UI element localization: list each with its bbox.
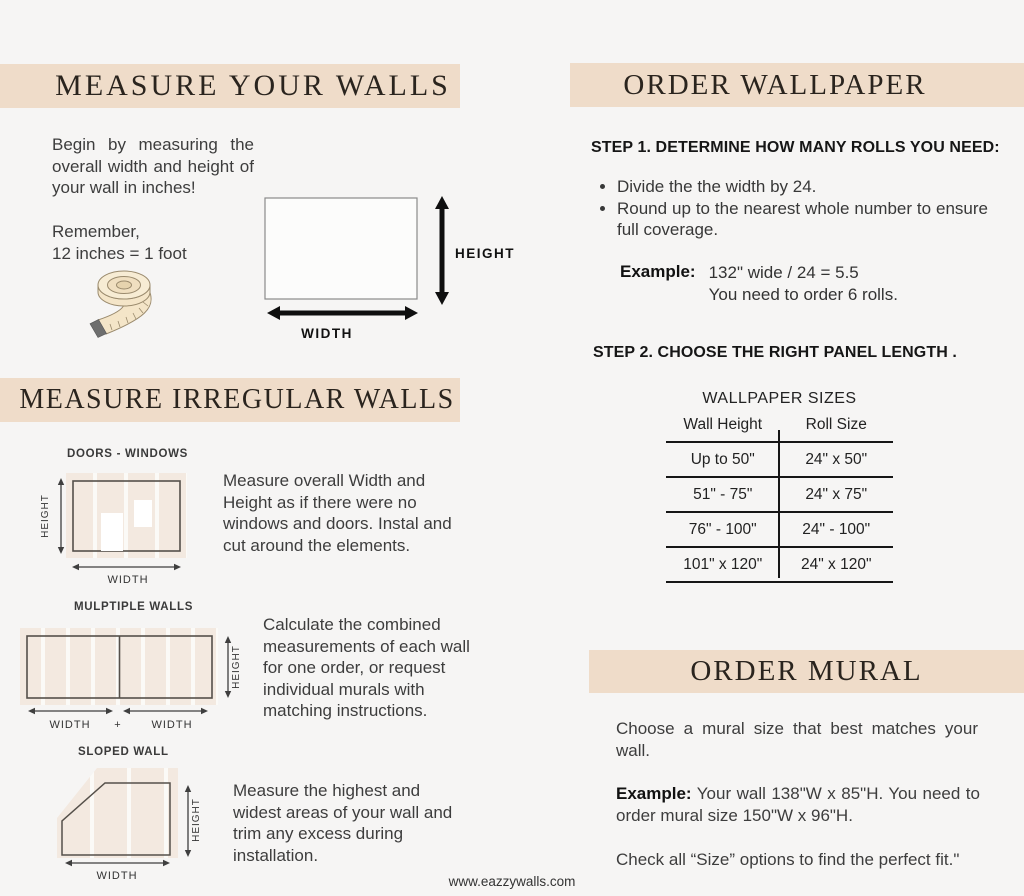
- plus-sign: +: [114, 719, 122, 731]
- wall-diagram: [253, 188, 519, 344]
- width-arrow: [72, 564, 181, 570]
- table-column-divider: [778, 430, 780, 578]
- width-label: WIDTH: [107, 574, 149, 586]
- wall-panels: [66, 473, 187, 558]
- width-arrow: [65, 860, 170, 866]
- remember-note: [52, 221, 187, 265]
- wallpaper-sizes-title: WALLPAPER SIZES: [702, 390, 857, 407]
- width-label-left: WIDTH: [49, 719, 91, 731]
- section-banner-measure-walls: [0, 64, 460, 108]
- height-label: HEIGHT: [231, 645, 242, 689]
- example-lines: [709, 262, 898, 306]
- section-banner-order-wallpaper: [570, 63, 1024, 107]
- example-line-1: 132" wide / 24 = 5.5: [708, 263, 859, 282]
- website-url: www.eazzywalls.com: [448, 874, 576, 889]
- step1-bullet-list: [599, 176, 988, 241]
- height-arrow: [58, 478, 64, 554]
- cell-wall-height: 101" x 120": [666, 547, 780, 582]
- window-shape: [134, 500, 152, 527]
- bullet-item: • Divide the the width by 24.: [617, 176, 988, 198]
- step2-heading: STEP 2. CHOOSE THE RIGHT PANEL LENGTH .: [593, 344, 957, 361]
- wall-panels: [57, 768, 178, 858]
- doors-windows-diagram: [36, 468, 202, 590]
- sloped-wall-text: Measure the highest and widest areas of your wall and trim any excess during installation.: [233, 781, 453, 865]
- cell-wall-height: 76" - 100": [666, 512, 780, 547]
- height-label: HEIGHT: [40, 494, 51, 538]
- door-shape: [101, 513, 123, 551]
- width-label-right: WIDTH: [151, 719, 193, 731]
- example-label: Example:: [620, 262, 696, 281]
- tape-measure-icon: [86, 266, 164, 340]
- multiple-walls-diagram: [14, 622, 262, 734]
- cell-roll-size: 24" x 50": [780, 442, 894, 477]
- cell-roll-size: 24" - 100": [780, 512, 894, 547]
- col-header-wall-height: Wall Height: [666, 415, 780, 442]
- mural-intro: Choose a mural size that best matches your wall.: [616, 719, 978, 760]
- bullet-item: • Round up to the nearest whole number to ensure full coverage.: [617, 198, 988, 241]
- cell-roll-size: 24" x 120": [780, 547, 894, 582]
- rolls-example: [620, 262, 898, 306]
- sloped-wall-caption: SLOPED WALL: [78, 746, 169, 758]
- width-label: WIDTH: [96, 870, 138, 882]
- height-arrow: [435, 196, 449, 305]
- doors-windows-text: Measure overall Width and Height as if there were no windows and doors. Instal and cut around the elements.: [223, 471, 452, 555]
- mural-example-text: Your wall 138"W x 85"H. You need to order mural size 150"W x 96"H.: [616, 784, 980, 825]
- height-label: HEIGHT: [191, 798, 202, 842]
- width-arrow-right: [123, 708, 208, 714]
- width-label: WIDTH: [301, 326, 353, 341]
- width-arrow: [267, 306, 418, 320]
- section-title: ORDER MURAL: [690, 655, 923, 687]
- section-title: MEASURE YOUR WALLS: [55, 69, 451, 102]
- height-label: HEIGHT: [455, 246, 516, 261]
- sloped-wall-diagram: [50, 762, 212, 890]
- multiple-walls-caption: MULPTIPLE WALLS: [74, 601, 194, 613]
- col-header-roll-size: Roll Size: [780, 415, 894, 442]
- section-title: ORDER WALLPAPER: [623, 68, 927, 101]
- mural-example: [616, 783, 980, 827]
- remember-line-2: 12 inches = 1 foot: [52, 244, 187, 263]
- cell-wall-height: Up to 50": [666, 442, 780, 477]
- example-line-2: You need to order 6 rolls.: [708, 285, 898, 304]
- cell-wall-height: 51" - 75": [666, 477, 780, 512]
- measure-walls-intro: Begin by measuring the overall width and height of your wall in inches!: [52, 135, 254, 197]
- cell-roll-size: 24" x 75": [780, 477, 894, 512]
- section-banner-measure-irregular-walls: [0, 378, 460, 422]
- example-label: Example:: [616, 784, 692, 803]
- doors-windows-caption: DOORS - WINDOWS: [67, 448, 189, 460]
- mural-size-note: Check all “Size” options to find the perfect fit.": [616, 850, 960, 869]
- remember-line-1: Remember,: [52, 222, 140, 241]
- section-title: MEASURE IRREGULAR WALLS: [19, 384, 455, 415]
- wall-rectangle: [265, 198, 417, 299]
- width-arrow-left: [28, 708, 113, 714]
- multiple-walls-text: Calculate the combined measurements of each wall for one order, or request individual murals with matching instructions.: [263, 615, 470, 720]
- step1-heading: STEP 1. DETERMINE HOW MANY ROLLS YOU NEED:: [591, 139, 1000, 156]
- section-banner-order-mural: [589, 650, 1024, 693]
